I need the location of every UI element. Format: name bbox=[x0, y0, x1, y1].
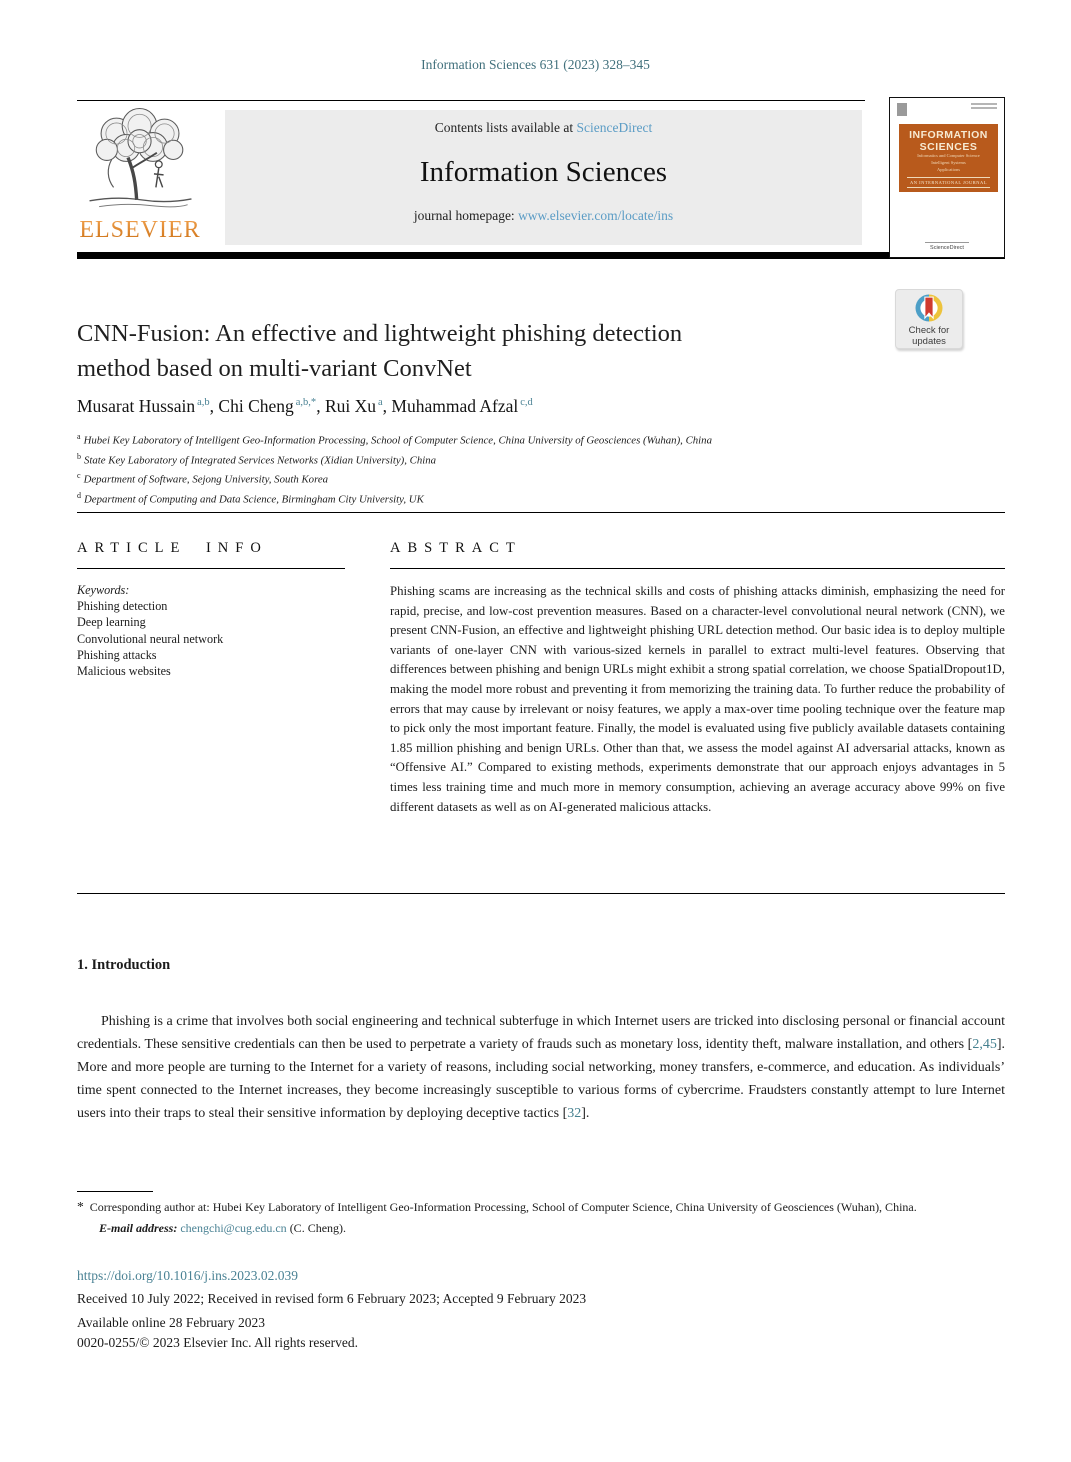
author-sep: , bbox=[382, 396, 392, 416]
author-sep: , bbox=[209, 396, 219, 416]
affiliation-text: Hubei Key Laboratory of Intelligent Geo-Information Processing, School of Computer Science, China University of Geosciences (Wuhan), China bbox=[83, 434, 712, 447]
introduction-paragraph bbox=[77, 1010, 1005, 1125]
article-title-line2: method based on multi-variant ConvNet bbox=[77, 355, 472, 383]
affiliation bbox=[77, 429, 977, 449]
badge-label-line2: updates bbox=[912, 335, 946, 347]
section-bottom-rule bbox=[77, 893, 1005, 894]
copyright-line: 0020-0255/© 2023 Elsevier Inc. All rights reserved. bbox=[77, 1335, 358, 1350]
author bbox=[325, 396, 391, 416]
affiliation-sup: a bbox=[77, 432, 81, 441]
cover-brand: ScienceDirect bbox=[930, 245, 964, 251]
email-link[interactable]: chengchi@cug.edu.cn bbox=[180, 1220, 287, 1235]
citation-ref[interactable]: 32 bbox=[567, 1106, 582, 1121]
homepage-link[interactable]: www.elsevier.com/locate/ins bbox=[518, 208, 674, 223]
abstract-column bbox=[390, 540, 1005, 817]
cover-title: SCIENCES bbox=[919, 141, 978, 154]
elsevier-logo bbox=[77, 104, 203, 244]
author-list bbox=[77, 396, 533, 417]
affiliation-sup: b bbox=[77, 451, 81, 461]
author bbox=[391, 396, 532, 416]
journal-name: Information Sciences bbox=[419, 156, 668, 188]
author-sep: , bbox=[316, 396, 325, 416]
homepage-line bbox=[225, 208, 862, 224]
affiliation-list bbox=[77, 429, 977, 507]
doi-link[interactable]: https://doi.org/10.1016/j.ins.2023.02.039 bbox=[77, 1268, 299, 1283]
cover-subtitle: Intelligent Systems bbox=[931, 159, 966, 165]
asterisk: * bbox=[77, 1199, 84, 1214]
affiliation-sup: c bbox=[77, 471, 81, 481]
author-name: Musarat Hussain bbox=[77, 396, 196, 416]
intro-text-part: Phishing is a crime that involves both social engineering and technical subterfuge in which Internet users are tricked into disclosing personal or financial account credentials. These sensitive credentials can then be used to perpetrate a variety of frauds such as monetary loss, identity theft, malware installation, and others [ bbox=[77, 1014, 1005, 1052]
cover-top-detail bbox=[890, 98, 1004, 116]
author-name: Rui Xu bbox=[324, 396, 376, 416]
author bbox=[77, 396, 218, 416]
affiliation bbox=[77, 449, 977, 469]
corresponding-author-note bbox=[77, 1198, 1005, 1217]
badge-label-line1: Check for bbox=[908, 325, 950, 336]
contents-line bbox=[225, 110, 862, 136]
introduction-heading: 1. Introduction bbox=[77, 957, 171, 973]
crossmark-icon bbox=[914, 293, 944, 323]
article-info-heading: ARTICLE INFO bbox=[77, 540, 268, 556]
cover-orange-panel bbox=[899, 124, 998, 192]
journal-citation: Information Sciences 631 (2023) 328–345 bbox=[421, 57, 650, 72]
journal-masthead-box bbox=[225, 110, 862, 245]
abstract-heading: ABSTRACT bbox=[390, 540, 522, 556]
contents-prefix: Contents lists available at bbox=[434, 120, 577, 135]
affiliation-text: Department of Computing and Data Science, Birmingham City University, UK bbox=[84, 493, 424, 506]
doi-link-line bbox=[77, 1268, 298, 1284]
affiliation bbox=[77, 468, 977, 488]
homepage-prefix: journal homepage: bbox=[413, 208, 519, 223]
elsevier-wordmark: ELSEVIER bbox=[77, 217, 203, 244]
journal-cover-thumbnail[interactable] bbox=[889, 97, 1005, 258]
keyword: Malicious websites bbox=[77, 664, 171, 679]
keyword: Phishing detection bbox=[77, 599, 168, 614]
abstract-rule bbox=[390, 568, 1005, 569]
article-info-rule bbox=[77, 568, 345, 569]
footnote-rule bbox=[77, 1191, 153, 1192]
email-suffix: (C. Cheng). bbox=[286, 1220, 347, 1235]
intro-text-part: ]. More and more people are turning to the Internet for a variety of reasons, including social networking, money transfers, e-commerce, and education. As individuals’ time spent connected to the Internet increases, they become increasingly susceptible to various forms of cybercrime. Fraudsters constantly attempt to lure Internet users into their traps to steal their sensitive information by deploying deceptive tactics [ bbox=[77, 1037, 1005, 1121]
author-affil-sup: a,b bbox=[197, 397, 210, 409]
email-label: E-mail address: bbox=[99, 1220, 178, 1235]
cover-stamp-icon bbox=[897, 103, 907, 116]
received-dates: Received 10 July 2022; Received in revised form 6 February 2023; Accepted 9 February 2023 bbox=[77, 1291, 587, 1306]
author-affil-sup: a bbox=[378, 397, 383, 409]
cover-subtitle: Applications bbox=[937, 166, 960, 172]
cover-top-text bbox=[971, 103, 997, 116]
keyword: Deep learning bbox=[77, 615, 146, 630]
available-online: Available online 28 February 2023 bbox=[77, 1315, 265, 1330]
citation-ref[interactable]: 2,45 bbox=[972, 1037, 997, 1052]
affiliation-sup: d bbox=[77, 490, 81, 500]
footnote-block bbox=[77, 1198, 1005, 1237]
corresponding-text: Corresponding author at: Hubei Key Laboratory of Intelligent Geo-Information Processing, School of Computer Science, China University of Geosciences (Wuhan), China. bbox=[89, 1200, 917, 1214]
section-top-rule bbox=[77, 512, 1005, 513]
author-name: Muhammad Afzal bbox=[391, 396, 519, 416]
affiliation-text: State Key Laboratory of Integrated Services Networks (Xidian University), China bbox=[84, 454, 437, 467]
affiliation bbox=[77, 488, 977, 508]
keyword: Convolutional neural network bbox=[77, 631, 224, 646]
author bbox=[218, 396, 325, 416]
sciencedirect-link[interactable]: ScienceDirect bbox=[576, 120, 653, 135]
cover-tagline: AN INTERNATIONAL JOURNAL bbox=[907, 177, 990, 188]
abstract-text: Phishing scams are increasing as the technical skills and costs of phishing attacks diminish, emphasizing the need for rapid, precise, and low-cost prevention measures. Based on a character-level convolutional neural network (CNN), we present CNN-Fusion, an effective and lightweight phishing URL detection method. Our basic idea is to deploy multiple variants of one-layer CNN with various-sized kernels in parallel to extract multi-level features. Observing that differences between phishing and benign URLs might exhibit a strong spatial correlation, we choose SpatialDropout1D, making the model more robust and preventing it from memorizing the training data. To further reduce the probability of errors that may cause by irrelevant or noisy features, we apply a max-over time pooling technique over the feature map to pick only the most important feature. Finally, the model is evaluated using five publicly available datasets containing 1.85 million phishing and benign URLs. Other than that, we assess the model against AI adversarial attacks, known as “Offensive AI.” Compared to existing methods, experiments demonstrate that our approach enjoys advantages in 5 times less training time and much more in memory consumption, achieving an average accuracy above 99% on five different datasets as well as on AI-generated malicious attacks. bbox=[390, 584, 1005, 814]
keywords-label: Keywords: bbox=[77, 583, 130, 597]
keywords-block bbox=[77, 582, 345, 679]
cover-bottom-detail bbox=[890, 242, 1004, 251]
keyword: Phishing attacks bbox=[77, 647, 157, 662]
author-name: Chi Cheng bbox=[218, 396, 294, 416]
intro-text-part: ]. bbox=[581, 1106, 590, 1121]
elsevier-tree-icon bbox=[78, 104, 203, 214]
masthead-top-rule bbox=[77, 100, 865, 101]
cover-title: INFORMATION bbox=[909, 129, 988, 141]
cover-subtitle: Informatics and Computer Science bbox=[917, 153, 980, 159]
article-title-line1: CNN-Fusion: An effective and lightweight phishing detection bbox=[77, 320, 683, 347]
email-line bbox=[77, 1219, 1005, 1238]
author-affil-sup: a,b,* bbox=[295, 397, 317, 409]
affiliation-text: Department of Software, Sejong University, South Korea bbox=[83, 473, 329, 486]
author-affil-sup: c,d bbox=[520, 397, 533, 409]
masthead-thick-bar bbox=[77, 252, 1005, 259]
article-info-column bbox=[77, 540, 345, 679]
article-title bbox=[77, 316, 917, 387]
